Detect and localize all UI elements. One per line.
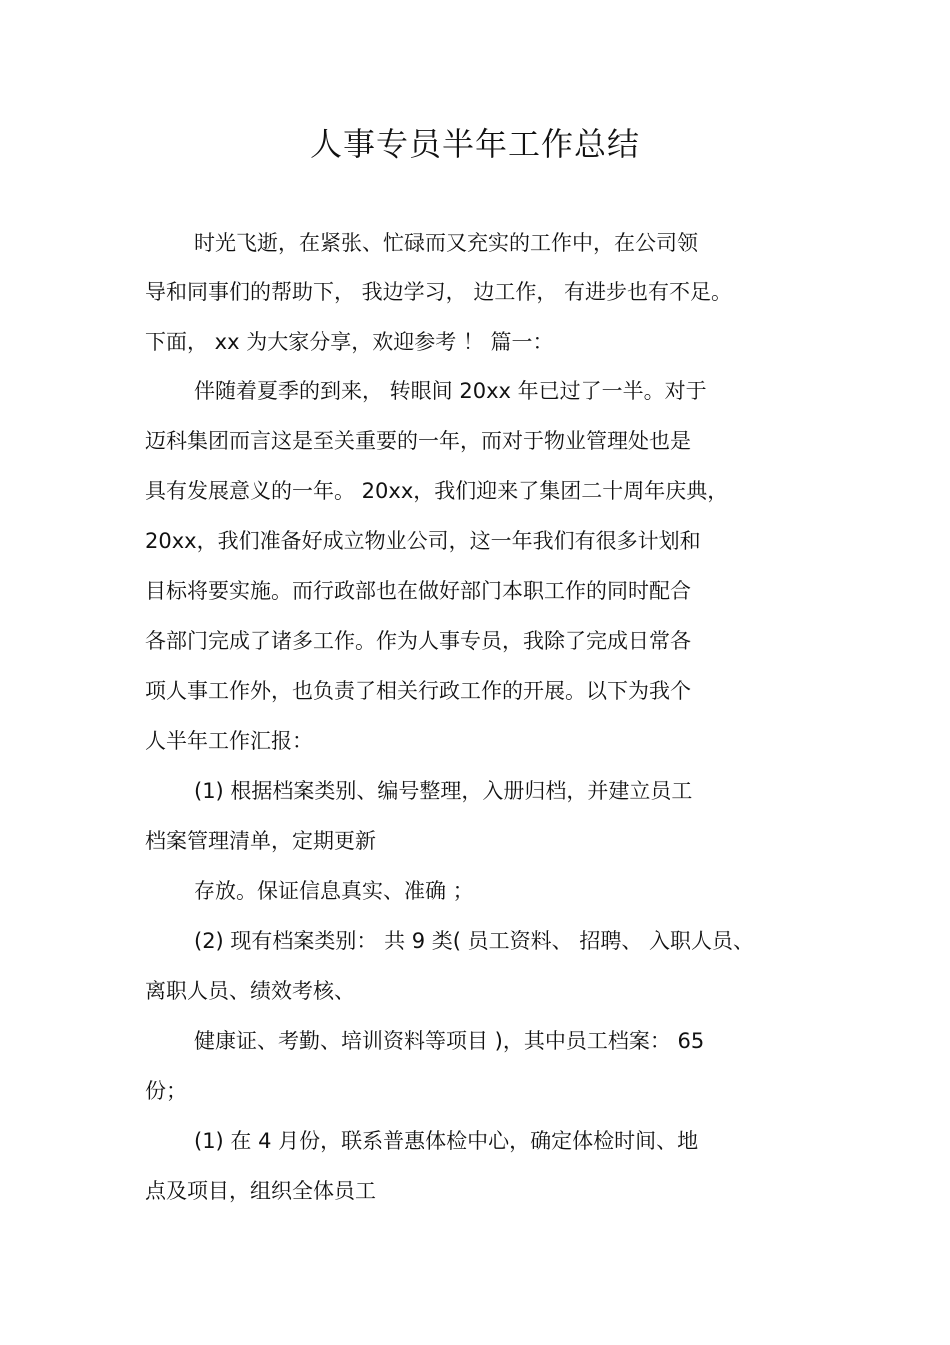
paragraph-line: (1) 根据档案类别、编号整理，入册归档，并建立员工 — [194, 779, 693, 803]
paragraph-line: 份； — [145, 1079, 187, 1103]
paragraph-line: 档案管理清单，定期更新 — [145, 829, 376, 853]
paragraph-line: (2) 现有档案类别： 共 9 类( 员工资料、 招聘、 入职人员、 — [194, 929, 755, 953]
paragraph-line: 离职人员、绩效考核、 — [145, 979, 355, 1003]
paragraph-line: 时光飞逝，在紧张、忙碌而又充实的工作中，在公司领 — [194, 231, 698, 255]
paragraph-line: 下面， xx 为大家分享，欢迎参考 ！ 篇一： — [145, 330, 554, 354]
paragraph-line: 20xx，我们准备好成立物业公司，这一年我们有很多计划和 — [145, 529, 701, 553]
paragraph-line: 健康证、考勤、培训资料等项目 )，其中员工档案： 65 — [194, 1029, 705, 1053]
paragraph-line: 人半年工作汇报： — [145, 729, 313, 753]
paragraph-line: 迈科集团而言这是至关重要的一年，而对于物业管理处也是 — [145, 429, 691, 453]
document-title: 人事专员半年工作总结 — [309, 125, 640, 163]
paragraph-line: 目标将要实施。而行政部也在做好部门本职工作的同时配合 — [145, 579, 691, 603]
paragraph-line: 存放。保证信息真实、准确 ； — [194, 879, 474, 903]
paragraph-line: 导和同事们的帮助下， 我边学习， 边工作， 有进步也有不足。 — [145, 280, 733, 304]
paragraph-line: 各部门完成了诸多工作。作为人事专员，我除了完成日常各 — [145, 629, 691, 653]
paragraph-line: 项人事工作外，也负责了相关行政工作的开展。以下为我个 — [145, 679, 691, 703]
paragraph-line: (1) 在 4 月份，联系普惠体检中心，确定体检时间、地 — [194, 1129, 699, 1153]
paragraph-line: 具有发展意义的一年。 20xx，我们迎来了集团二十周年庆典， — [145, 479, 729, 503]
paragraph-line: 点及项目，组织全体员工 — [145, 1179, 376, 1203]
paragraph-line: 伴随着夏季的到来， 转眼间 20xx 年已过了一半。对于 — [194, 379, 707, 403]
